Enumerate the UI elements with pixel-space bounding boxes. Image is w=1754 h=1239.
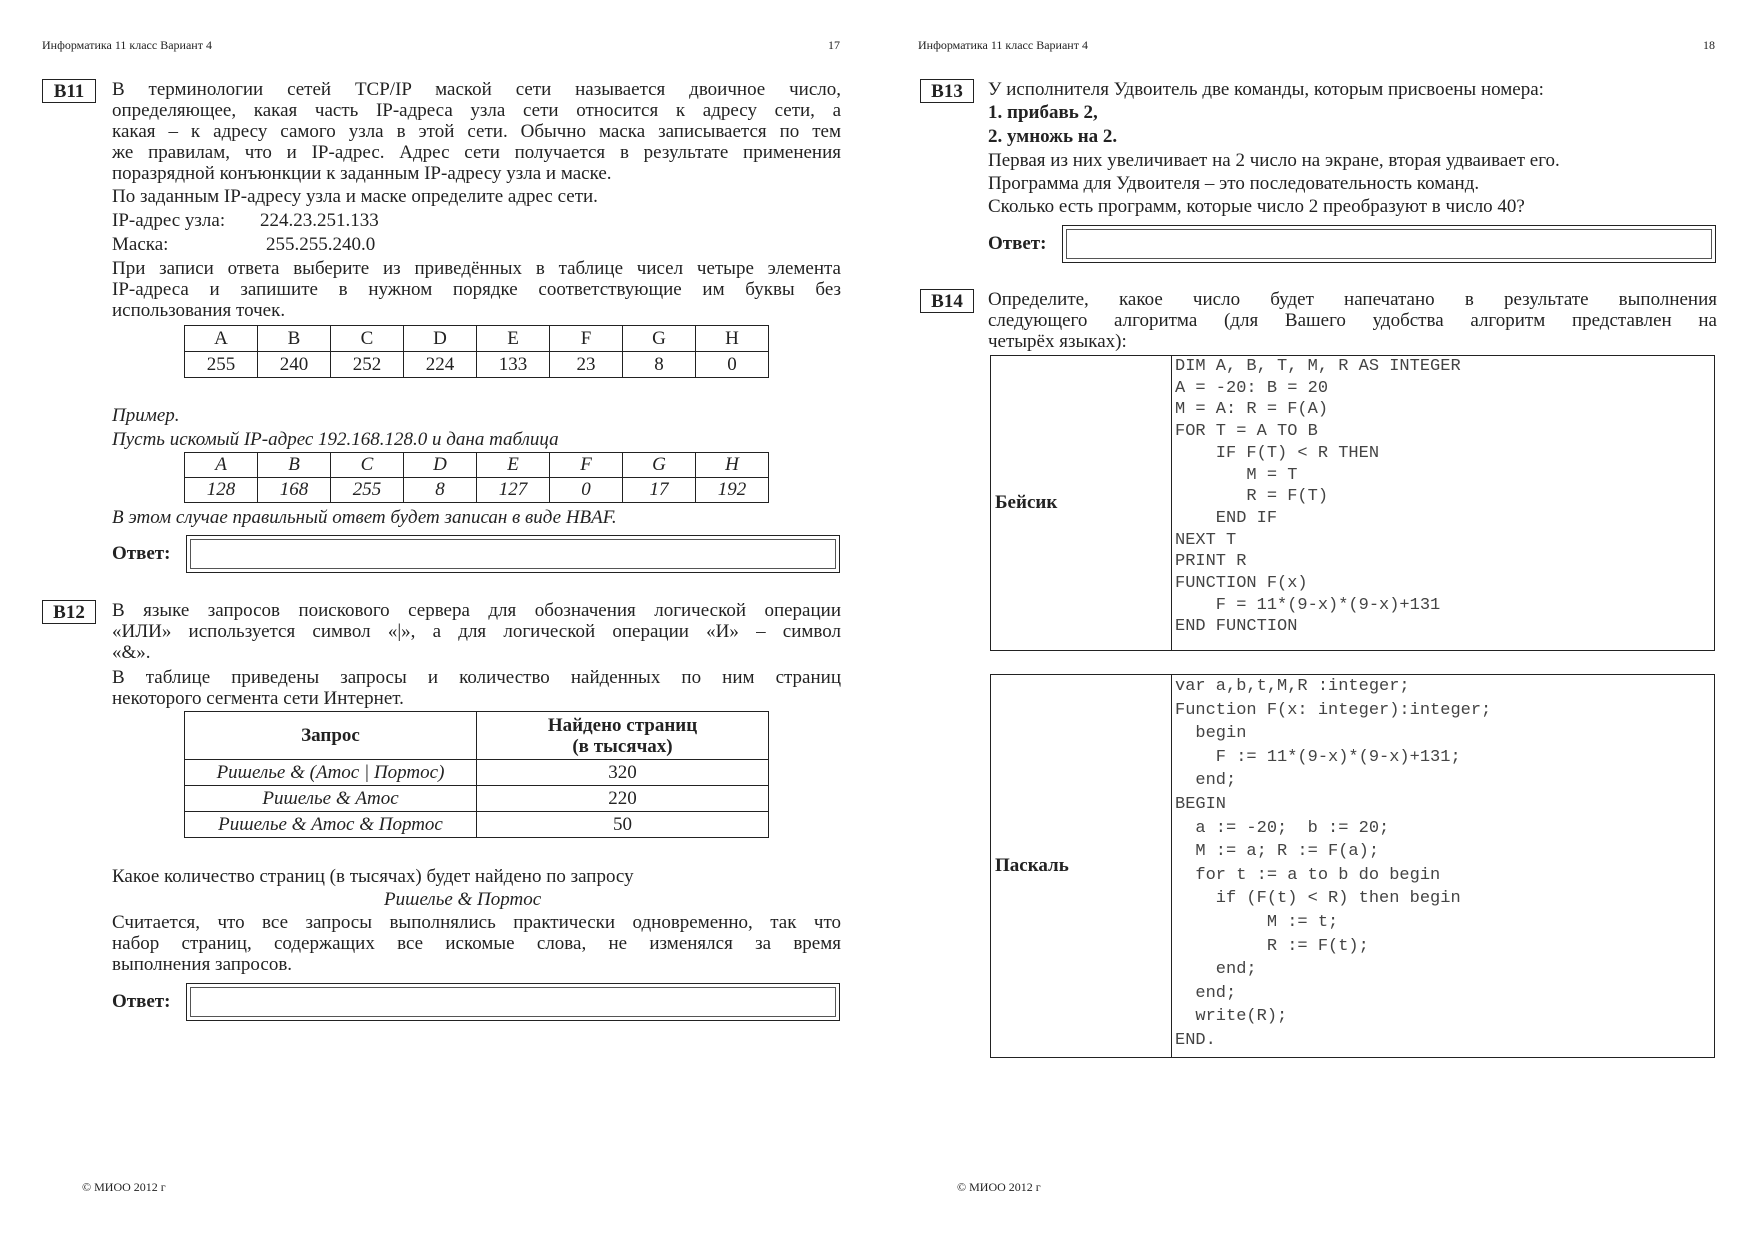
pascal-code-table <box>990 674 1715 1058</box>
example-answer: В этом случае правильный ответ будет записан в виде HBAF. <box>112 507 617 528</box>
task-label-b13: B13 <box>920 79 974 103</box>
found-cell: 220 <box>477 786 769 812</box>
mask-label: Маска: <box>112 234 169 255</box>
task-label-b14: B14 <box>920 289 974 313</box>
query-cell: Ришелье & Атос <box>185 786 477 812</box>
page-footer: © МИОО 2012 г <box>957 1180 1041 1194</box>
b11-instr-last: использования точек. <box>112 300 286 321</box>
column-header-found-line-1: Найдено страниц <box>547 714 698 736</box>
basic-code: DIM A, B, T, M, R AS INTEGER A = -20: B = 20 M = A: R = F(A) FOR T = A TO B IF F(T) < R THEN M = T R = F(T) END IF NEXT T PRINT R FUNCTION F(x) F = 11*(9-x)*(9-x)+131 END FUNCTION <box>1175 357 1461 637</box>
table-cell: 255 <box>331 478 404 503</box>
table-row <box>185 326 769 352</box>
table-cell: 240 <box>258 352 331 378</box>
b12-note-line-1: Считается, что все запросы выполнялись практически одновременно, так что <box>112 912 841 933</box>
page-header: Информатика 11 класс Вариант 4 <box>42 38 212 52</box>
table-cell: 252 <box>331 352 404 378</box>
b13-line-3: Сколько есть программ, которые число 2 преобразуют в число 40? <box>988 196 1525 217</box>
table-cell: 255 <box>185 352 258 378</box>
table-cell: E <box>477 453 550 478</box>
table-cell: 8 <box>404 478 477 503</box>
b13-line-2: Программа для Удвоителя – это последовательность команд. <box>988 173 1480 194</box>
table-cell: 192 <box>696 478 769 503</box>
table-cell: 128 <box>185 478 258 503</box>
table-cell: D <box>404 453 477 478</box>
answer-label: Ответ: <box>988 233 1047 254</box>
table-cell: 0 <box>550 478 623 503</box>
table-cell: E <box>477 326 550 352</box>
table-cell: H <box>696 453 769 478</box>
b11-intro-line-2: определяющее, какая часть IP-адреса узла сети относится к адресу сети, а <box>112 100 841 121</box>
table-row <box>185 453 769 478</box>
basic-label-cell <box>991 356 1172 650</box>
b12-question: Какое количество страниц (в тысячах) будет найдено по запросу <box>112 866 634 887</box>
table-row <box>185 812 769 838</box>
table-cell: 133 <box>477 352 550 378</box>
column-header-found <box>477 712 769 760</box>
table-row <box>185 786 769 812</box>
table-cell: 0 <box>696 352 769 378</box>
b11-intro-line-4: же правилам, что и IP-адрес. Адрес сети получается в результате применения <box>112 142 841 163</box>
b11-instr-line-1: При записи ответа выберите из приведённых в таблице чисел четыре элемента <box>112 258 841 279</box>
basic-label: Бейсик <box>995 492 1058 513</box>
b11-intro-line-3: какая – к адресу самого узла в этой сети. Обычно маска записывается по тем <box>112 121 841 142</box>
table-cell: A <box>185 326 258 352</box>
column-header-found-line-2: (в тысячах) <box>572 735 673 757</box>
b14-intro-line-1: Определите, какое число будет напечатано в результате выполнения <box>988 289 1717 310</box>
table-cell: D <box>404 326 477 352</box>
answer-label: Ответ: <box>112 543 171 564</box>
table-cell: H <box>696 326 769 352</box>
b13-line-1: Первая из них увеличивает на 2 число на экране, вторая удваивает его. <box>988 150 1560 171</box>
table-cell: B <box>258 326 331 352</box>
b12-question-query: Ришелье & Портос <box>384 889 542 910</box>
table-cell: 168 <box>258 478 331 503</box>
table-row <box>185 760 769 786</box>
pascal-code: var a,b,t,M,R :integer; Function F(x: integer):integer; begin F := 11*(9-x)*(9-x)+131; end; BEGIN a := -20; b := 20; M := a; R := F(a); for t := a to b do begin if (F(t) < R) then begin M := t; R := F(t); end; end; write(R); END. <box>1175 677 1492 1050</box>
pascal-label: Паскаль <box>995 855 1069 876</box>
answer-label: Ответ: <box>112 991 171 1012</box>
b11-task: По заданным IP-адресу узла и маске определите адрес сети. <box>112 186 598 207</box>
b13-command-1: 1. прибавь 2, <box>988 102 1098 123</box>
table-cell: 8 <box>623 352 696 378</box>
table-cell: F <box>550 453 623 478</box>
table-cell: C <box>331 453 404 478</box>
b13-intro: У исполнителя Удвоитель две команды, которым присвоены номера: <box>988 79 1544 100</box>
found-cell: 320 <box>477 760 769 786</box>
page-number: 18 <box>1703 38 1715 52</box>
table-cell: 224 <box>404 352 477 378</box>
b13-command-2: 2. умножь на 2. <box>988 126 1118 147</box>
table-header-row <box>185 712 769 760</box>
query-cell: Ришелье & (Атос | Портос) <box>185 760 477 786</box>
example-text: Пусть искомый IP-адрес 192.168.128.0 и дана таблица <box>112 429 559 450</box>
b11-table <box>184 325 769 378</box>
table-cell: G <box>623 453 696 478</box>
example-title: Пример. <box>112 405 180 426</box>
b14-intro-line-2: следующего алгоритма (для Вашего удобства алгоритм представлен на <box>988 310 1717 331</box>
b11-intro-line-1: В терминологии сетей TCP/IP маской сети называется двоичное число, <box>112 79 841 100</box>
b12-note-last: выполнения запросов. <box>112 954 293 975</box>
pascal-label-cell <box>991 675 1172 1057</box>
found-cell: 50 <box>477 812 769 838</box>
table-cell: F <box>550 326 623 352</box>
b12-note-line-2: набор страниц, содержащих все искомые слова, не изменялся за время <box>112 933 841 954</box>
column-header-query: Запрос <box>185 712 477 760</box>
table-cell: 127 <box>477 478 550 503</box>
task-label-b11: B11 <box>42 79 96 103</box>
b13-answer-field[interactable] <box>1062 225 1716 263</box>
table-row <box>185 478 769 503</box>
basic-code-table <box>990 355 1715 651</box>
table-cell: 23 <box>550 352 623 378</box>
page-footer: © МИОО 2012 г <box>82 1180 166 1194</box>
ip-label: IP-адрес узла: <box>112 210 226 231</box>
b11-instr-line-2: IP-адреса и запишите в нужном порядке соответствующие им буквы без <box>112 279 841 300</box>
table-row <box>185 352 769 378</box>
mask-value: 255.255.240.0 <box>266 234 376 255</box>
ip-value: 224.23.251.133 <box>260 210 379 231</box>
page-header: Информатика 11 класс Вариант 4 <box>918 38 1088 52</box>
b12-intro-last: «&». <box>112 642 151 663</box>
b12-table-intro-line: В таблице приведены запросы и количество найденных по ним страниц <box>112 667 841 688</box>
table-cell: A <box>185 453 258 478</box>
table-cell: G <box>623 326 696 352</box>
b12-intro-line-1: В языке запросов поискового сервера для обозначения логической операции <box>112 600 841 621</box>
b14-intro-last: четырёх языках): <box>988 331 1127 352</box>
b12-table <box>184 711 769 838</box>
table-cell: C <box>331 326 404 352</box>
b12-answer-field[interactable] <box>186 983 840 1021</box>
table-cell: 17 <box>623 478 696 503</box>
b12-intro-line-2: «ИЛИ» используется символ «|», а для логической операции «И» – символ <box>112 621 841 642</box>
query-cell: Ришелье & Атос & Портос <box>185 812 477 838</box>
table-cell: B <box>258 453 331 478</box>
page-number: 17 <box>828 38 840 52</box>
example-table <box>184 452 769 503</box>
task-label-b12: B12 <box>42 600 96 624</box>
b12-table-intro-last: некоторого сегмента сети Интернет. <box>112 688 404 709</box>
b11-answer-field[interactable] <box>186 535 840 573</box>
b11-intro-last: поразрядной конъюнкции к заданным IP-адресу узла и маске. <box>112 163 612 184</box>
